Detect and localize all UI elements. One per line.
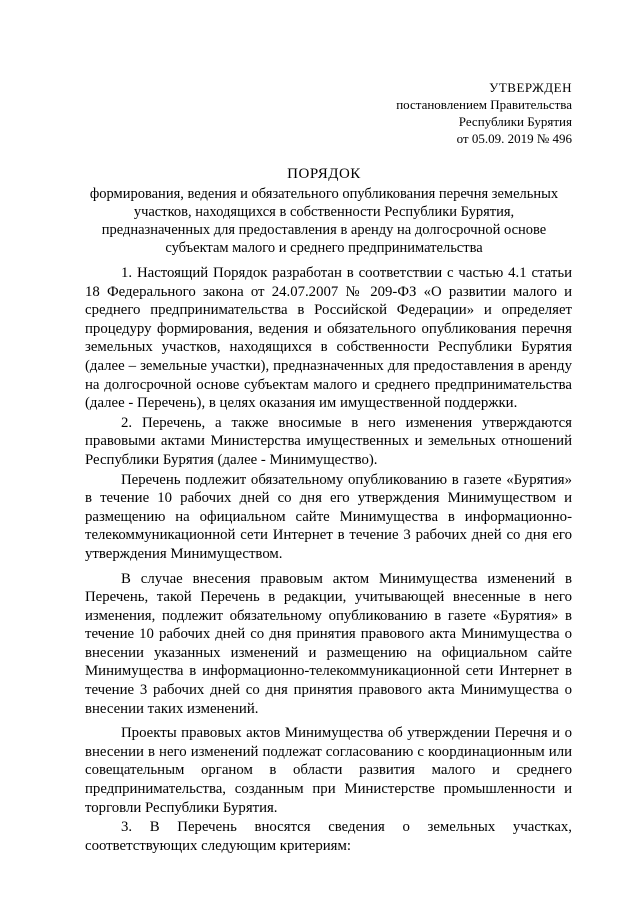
paragraph-5: Проекты правовых актов Минимущества об утверждении Перечня и о внесении в него изменений подлежат согласованию с координационным или совещательным органом в области развития малого и среднего предпринимательства, созданным при Министерстве промышленности и торговли Республики Бурятия. — [85, 725, 572, 816]
approval-stamp — [396, 79, 572, 147]
document-title-block — [78, 165, 570, 257]
paragraph-6: 3. В Перечень вносятся сведения о земельных участках, соответствующих следующим критериям: — [85, 819, 572, 854]
approval-date-number: от 05.09. 2019 № 496 — [456, 131, 572, 146]
document-body — [85, 264, 572, 856]
paragraph-3: Перечень подлежит обязательному опубликованию в газете «Бурятия» в течение 10 рабочих дней со дня его утверждения Минимуществом и размещению на официальном сайте Минимущества в информационно-телекоммуникационной сети Интернет в течение 3 рабочих дней со дня его утверждения Минимуществом. — [85, 471, 572, 562]
paragraph-4: В случае внесения правовым актом Минимущества изменений в Перечень, такой Перечень в редакции, учитывающей внесенные в него изменения, подлежит обязательному опубликованию в газете «Бурятия» в течение 10 рабочих дней со дня принятия правового акта Минимущества о внесении указанных изменений и размещению на официальном сайте Минимущества в информационно-телекоммуникационной сети Интернет в течение 3 рабочих дней со дня принятия правового акта Минимущества о внесении таких изменений. — [85, 570, 572, 717]
approval-authority: постановлением Правительства — [396, 97, 572, 112]
document-subtitle: формирования, ведения и обязательного опубликования перечня земельных участков, находящихся в собственности Республики Бурятия, предназначенных для предоставления в аренду на долгосрочной основе субъектам малого и среднего предпринимательства — [89, 186, 559, 256]
approval-heading: УТВЕРЖДЕН — [489, 80, 572, 95]
document-title: ПОРЯДОК — [287, 166, 361, 182]
paragraph-1: 1. Настоящий Порядок разработан в соответствии с частью 4.1 статьи 18 Федерального закона от 24.07.2007 № 209-ФЗ «О развитии малого и среднего предпринимательства в Российской Федерации» и определяет процедуру формирования, ведения и обязательного опубликования перечня земельных участков, находящихся в собственности Республики Бурятия (далее – земельные участки), предназначенных для предоставления в аренду на долгосрочной основе субъектам малого и среднего предпринимательства (далее - Перечень), в целях оказания им имущественной поддержки. — [85, 265, 572, 412]
approval-region: Республики Бурятия — [458, 114, 572, 129]
paragraph-2: 2. Перечень, а также вносимые в него изменения утверждаются правовыми актами Министерства имущественных и земельных отношений Республики Бурятия (далее - Минимущество). — [85, 414, 572, 468]
